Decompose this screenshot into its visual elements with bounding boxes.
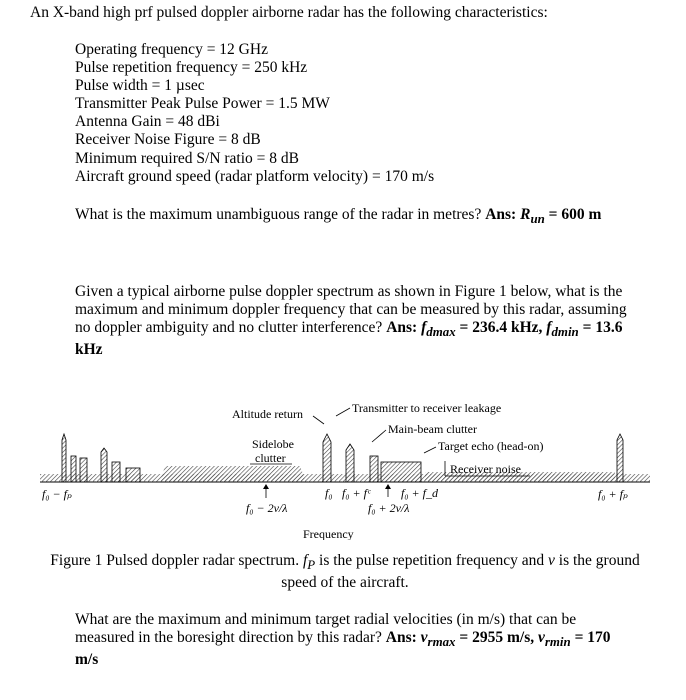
left-fold-spikes (62, 434, 140, 482)
intro-text: An X-band high prf pulsed doppler airborne radar has the following characteristics: (30, 4, 548, 21)
tick-f0-minus-fp: f₀ − fₚ (42, 487, 72, 501)
leakage-leader (336, 408, 350, 416)
label-target-echo: Target echo (head-on) (438, 439, 544, 453)
tick-f0-plus-2v-lambda: f₀ + 2v/λ (368, 501, 410, 515)
char-item: Operating frequency = 12 GHz (75, 41, 268, 58)
tick-f0-minus-2v-lambda: f₀ − 2v/λ (246, 501, 288, 515)
question-3-text: What are the maximum and minimum target radial velocities (in m/s) that can be measured in the boresight direction by this radar? (75, 611, 577, 646)
axis-label-frequency: Frequency (303, 527, 354, 540)
mainbeam-leader (372, 430, 386, 442)
label-receiver-noise: Receiver noise (450, 462, 521, 476)
answer-2: Ans: $f_{dmax} = 236.4$ kHz, $f_{dmin} = 13.6$ kHz (75, 319, 623, 359)
target-leader (424, 447, 436, 453)
char-item: Receiver Noise Figure = 8 dB (75, 131, 261, 149)
tick-f0-plus-fc: f₀ + fᶜ (342, 486, 371, 500)
altitude-leader (313, 416, 324, 424)
right-fold-spike (617, 434, 623, 482)
characteristics-list (75, 41, 434, 186)
char-item: Pulse width = 1 µsec (75, 77, 205, 95)
char-item: Minimum required S/N ratio = 8 dB (75, 149, 300, 167)
question-1 (75, 206, 601, 228)
arrowhead-f0-minus-2v (263, 484, 269, 489)
label-altitude-return: Altitude return (232, 407, 303, 421)
tick-f0-plus-fp: f₀ + fₚ (598, 487, 628, 501)
question-1-text: What is the maximum unambiguous range of the radar in metres? (75, 206, 482, 223)
char-item: Pulse repetition frequency = 250 kHz (75, 59, 308, 77)
figure-caption: Figure 1 Pulsed doppler radar spectrum. $f_P$ is the pulse repetition frequency and v is the ground speed of the aircraft. (50, 552, 640, 592)
arrowhead-f0-plus-2v (385, 484, 391, 489)
question-2-text: Given a typical airborne pulse doppler spectrum as shown in Figure 1 below, what is the maximum and minimum doppler frequency that can be measured by this radar, assuming no doppler ambiguity and no clutter interference? (75, 283, 627, 336)
answer-1: Ans: $R_{un} = 600$ m (485, 206, 602, 227)
question-2 (75, 283, 635, 359)
char-item: Antenna Gain = 48 dBi (75, 113, 220, 131)
label-transmitter-leakage: Transmitter to receiver leakage (352, 401, 502, 415)
label-main-beam-clutter: Main-beam clutter (388, 422, 477, 436)
tick-f0: f₀ (325, 486, 333, 500)
sidelobe-clutter-area (160, 466, 306, 482)
answer-3: Ans: $v_{rmax} = 2955$ m/s, $v_{rmin} = 170$ m/s (75, 629, 611, 669)
char-item: Transmitter Peak Pulse Power = 1.5 MW (75, 95, 330, 113)
doppler-spectrum-figure (0, 400, 686, 540)
label-clutter: clutter (255, 451, 286, 465)
label-sidelobe: Sidelobe (252, 437, 294, 451)
char-item: Aircraft ground speed (radar platform velocity) = 170 m/s (75, 167, 435, 185)
tick-f0-plus-fd: f₀ + f_d (401, 486, 438, 500)
question-3 (75, 611, 635, 669)
